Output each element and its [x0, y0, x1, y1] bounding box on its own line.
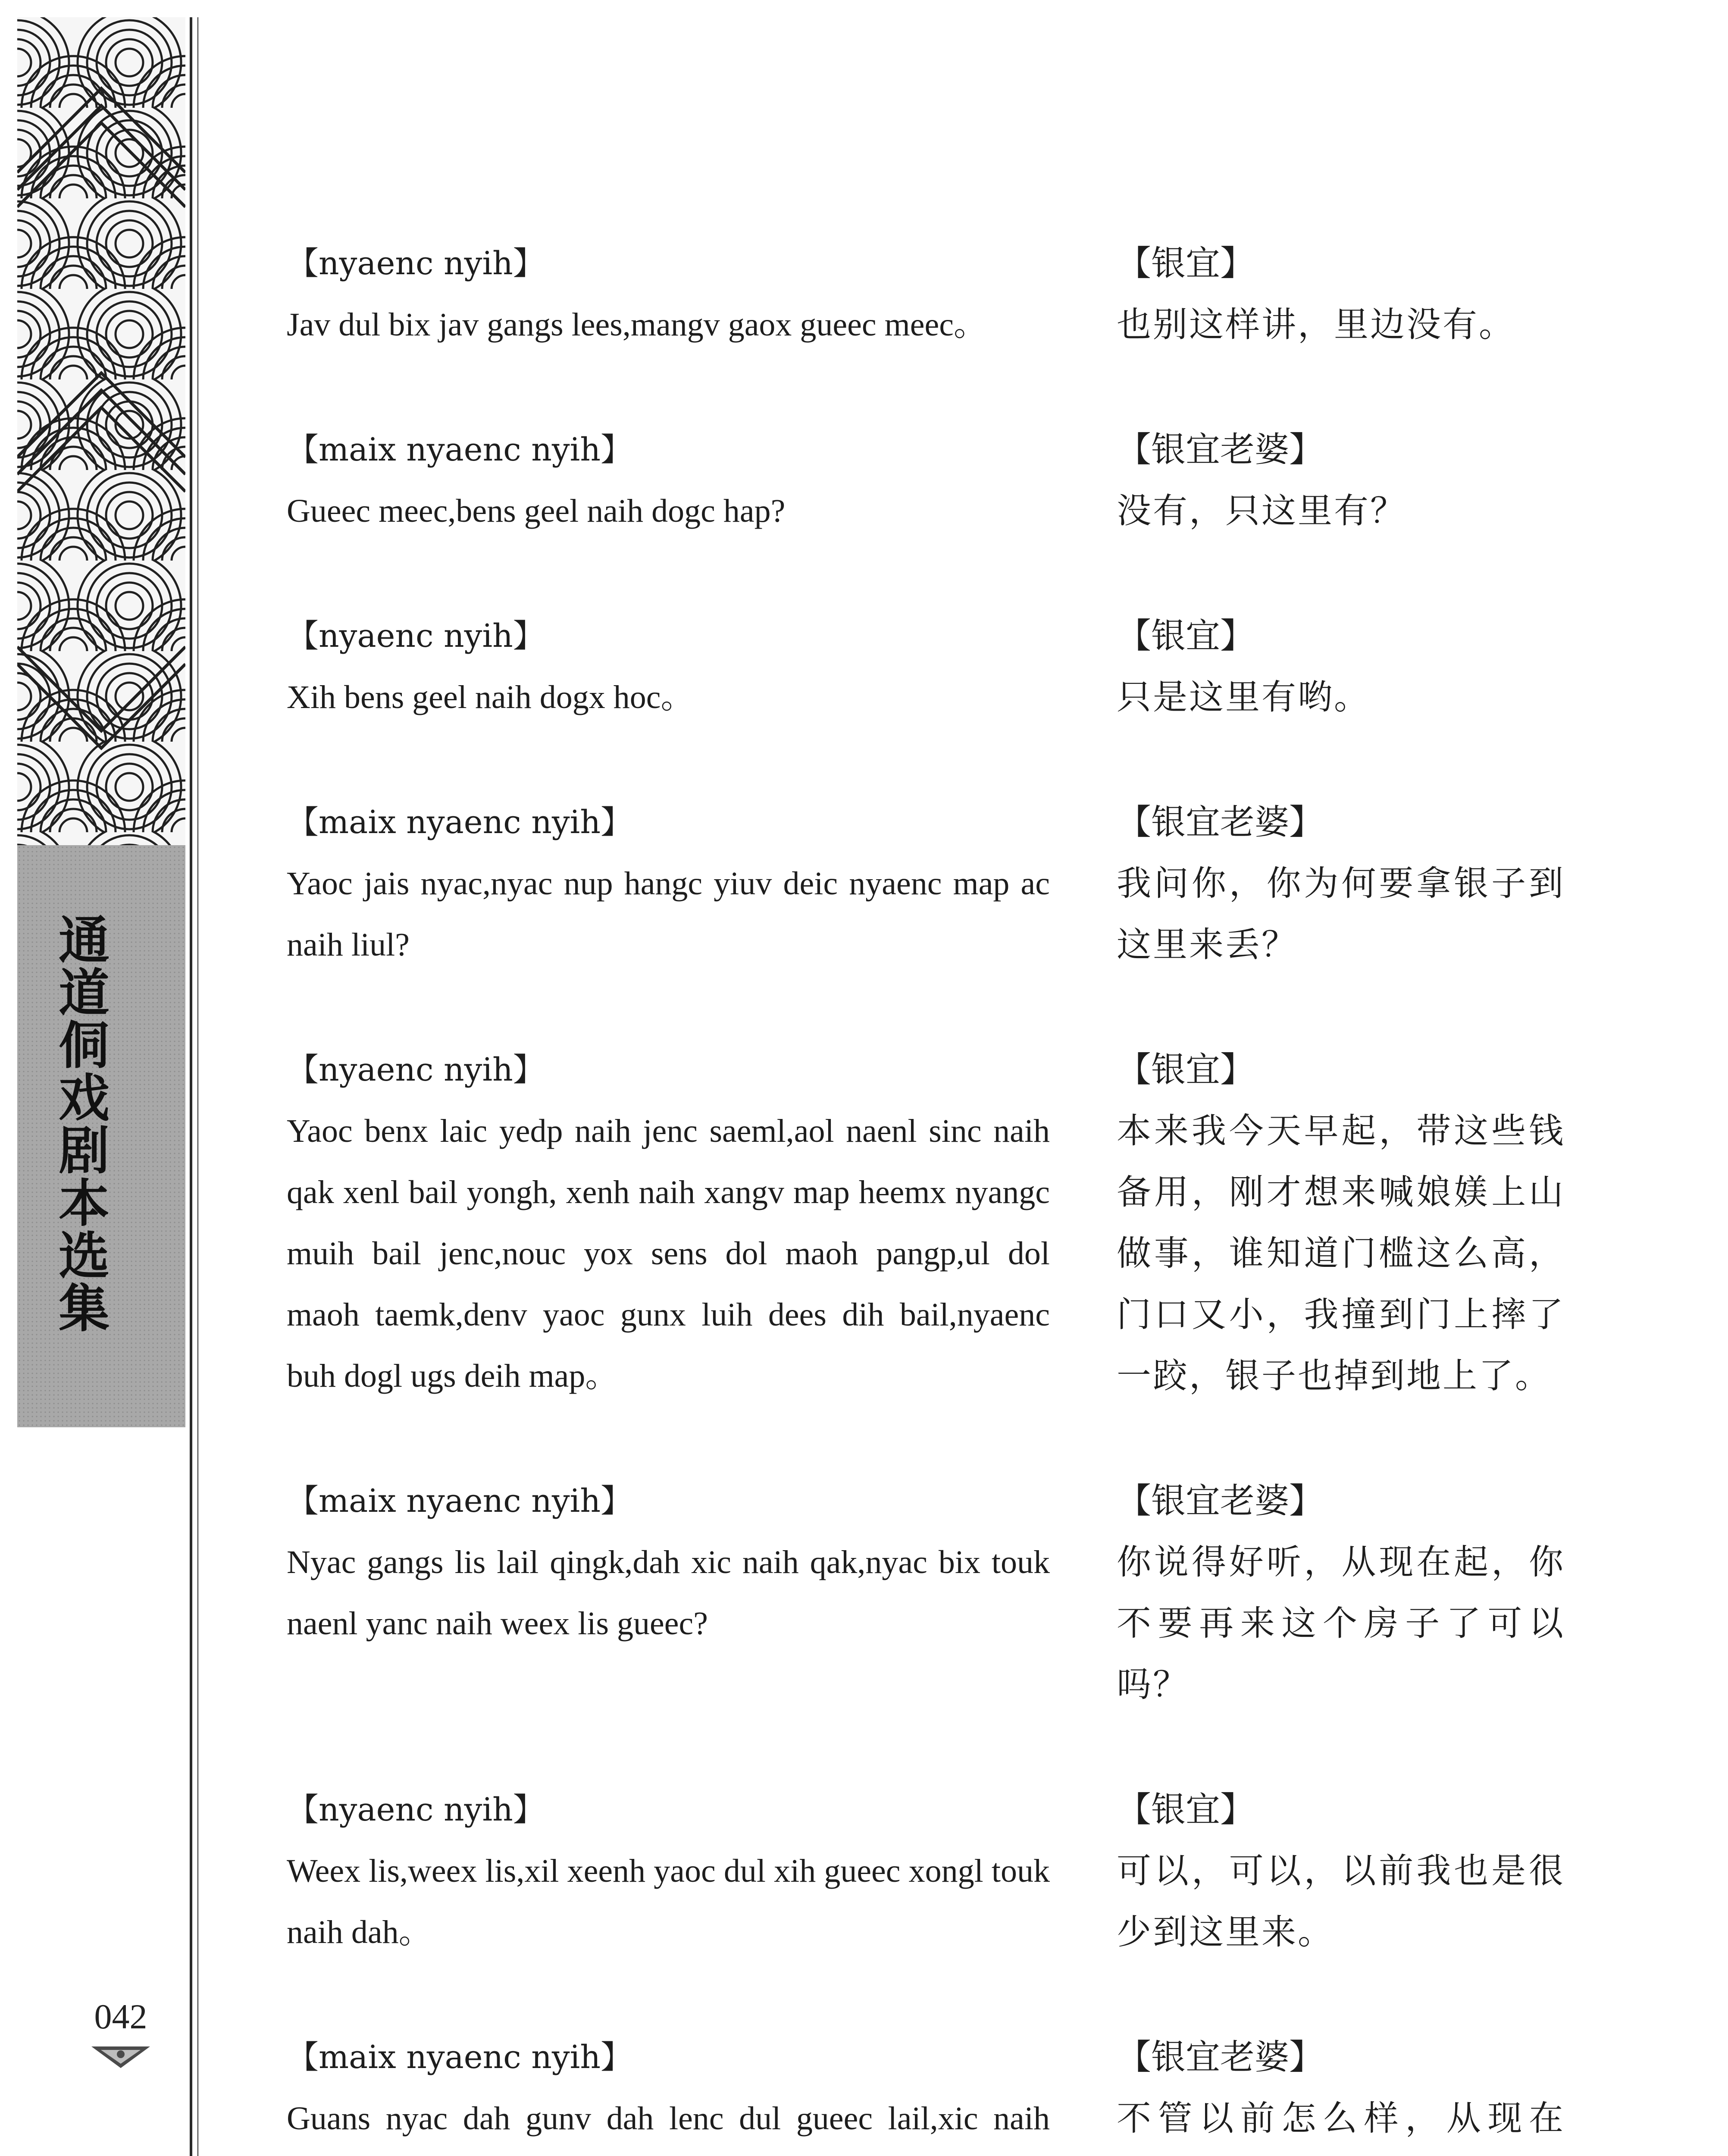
pinyin-column: [287, 233, 1050, 355]
speaker-label: 【银宜】: [1117, 1050, 1255, 1090]
dialogue-line: 也别这样讲，里边没有。: [1117, 304, 1515, 345]
dialogue-line: Guans nyac dah gunv dah lenc dul gueec lail,xic naih: [287, 2100, 1050, 2137]
dialogue-entry: [287, 1470, 1645, 1715]
chinese-column: [1117, 1470, 1565, 1715]
dialogue-entry: [287, 419, 1645, 542]
pinyin-column: [287, 792, 1050, 975]
speaker-label: 【银宜老婆】: [1117, 1481, 1324, 1521]
pinyin-column: [287, 2027, 1050, 2156]
dialogue-line: Xih bens geel naih dogx hoc。: [287, 679, 694, 715]
dialogue-entry: [287, 1039, 1645, 1407]
pinyin-column: [287, 1470, 1050, 1715]
dialogue-line: 只是这里有哟。: [1117, 677, 1370, 717]
speaker-label: 【nyaenc nyih】: [287, 245, 545, 282]
dialogue-line: 你说得好听，从现在起，你不要再来这个房子了可以吗？: [1117, 1542, 1565, 1705]
dialogue-line: Jav dul bix jav gangs lees,mangv gaox gueec meec。: [287, 307, 986, 343]
wave-pattern-graphic: [17, 17, 185, 845]
speaker-label: 【maix nyaenc nyih】: [287, 2039, 633, 2076]
page-number: 042: [94, 1997, 147, 2036]
dialogue-line: 我问你，你为何要拿银子到这里来丢？: [1117, 863, 1565, 965]
margin-rule: [190, 17, 192, 2156]
speaker-label: 【maix nyaenc nyih】: [287, 804, 633, 841]
pinyin-column: [287, 1039, 1050, 1407]
dialogue-line: Gueec meec,bens geel naih dogc hap?: [287, 493, 786, 529]
pinyin-column: [287, 1779, 1050, 1963]
chinese-column: [1117, 419, 1565, 542]
speaker-label: 【银宜老婆】: [1117, 429, 1324, 470]
dialogue-list: [287, 233, 1645, 2156]
speaker-label: 【nyaenc nyih】: [287, 617, 545, 655]
dialogue-entry: [287, 1779, 1645, 1963]
dialogue-entry: [287, 233, 1645, 355]
dialogue-line: 可以，可以，以前我也是很少到这里来。: [1117, 1851, 1565, 1952]
dialogue-entry: [287, 792, 1645, 975]
speaker-label: 【nyaenc nyih】: [287, 1051, 545, 1088]
chinese-column: [1117, 605, 1565, 728]
speaker-label: 【银宜老婆】: [1117, 2037, 1324, 2077]
speaker-label: 【银宜】: [1117, 1789, 1255, 1830]
dialogue-line: 没有，只这里有？: [1117, 491, 1406, 531]
speaker-label: 【银宜】: [1117, 616, 1255, 656]
chinese-column: [1117, 792, 1565, 975]
dialogue-line: Weex lis,weex lis,xil xeenh yaoc dul xih gueec xongl touk naih dah。: [287, 1853, 1050, 1950]
dialogue-line: Nyac gangs lis lail qingk,dah xic naih qak,nyac bix touk naenl yanc naih weex lis gueec?: [287, 1544, 1050, 1642]
page-ornament-icon: [91, 2044, 150, 2070]
pinyin-column: [287, 419, 1050, 542]
dialogue-line: 不管以前怎么样，从现在: [1117, 2098, 1565, 2138]
chinese-column: [1117, 233, 1565, 355]
speaker-label: 【银宜老婆】: [1117, 802, 1324, 842]
book-title: 通道侗戏剧本选集: [58, 911, 110, 1338]
speaker-label: 【maix nyaenc nyih】: [287, 1482, 633, 1520]
pinyin-column: [287, 605, 1050, 728]
dialogue-line: Yaoc benx laic yedp naih jenc saeml,aol naenl sinc naih qak xenl bail yongh, xenh naih xangv map heemx nyangc muih bail jenc,nouc yox sens dol maoh pangp,ul dol maoh taemk,denv yaoc gunx luih dees dih bail,nyaenc buh dogl ugs deih map。: [287, 1113, 1050, 1394]
chinese-column: [1117, 2027, 1565, 2156]
dialogue-entry: [287, 605, 1645, 728]
speaker-label: 【nyaenc nyih】: [287, 1791, 545, 1828]
chinese-column: [1117, 1779, 1565, 1963]
speaker-label: 【maix nyaenc nyih】: [287, 431, 633, 468]
dialogue-line: Yaoc jais nyac,nyac nup hangc yiuv deic nyaenc map ac naih liul?: [287, 865, 1050, 963]
margin-rule-thin: [197, 17, 198, 2156]
dialogue-entry: [287, 2027, 1645, 2156]
dialogue-line: 本来我今天早起，带这些钱备用，刚才想来喊娘媄上山做事，谁知道门槛这么高，门口又小，我撞到门上摔了一跤，银子也掉到地上了。: [1117, 1111, 1565, 1396]
speaker-label: 【银宜】: [1117, 243, 1255, 283]
chinese-column: [1117, 1039, 1565, 1407]
